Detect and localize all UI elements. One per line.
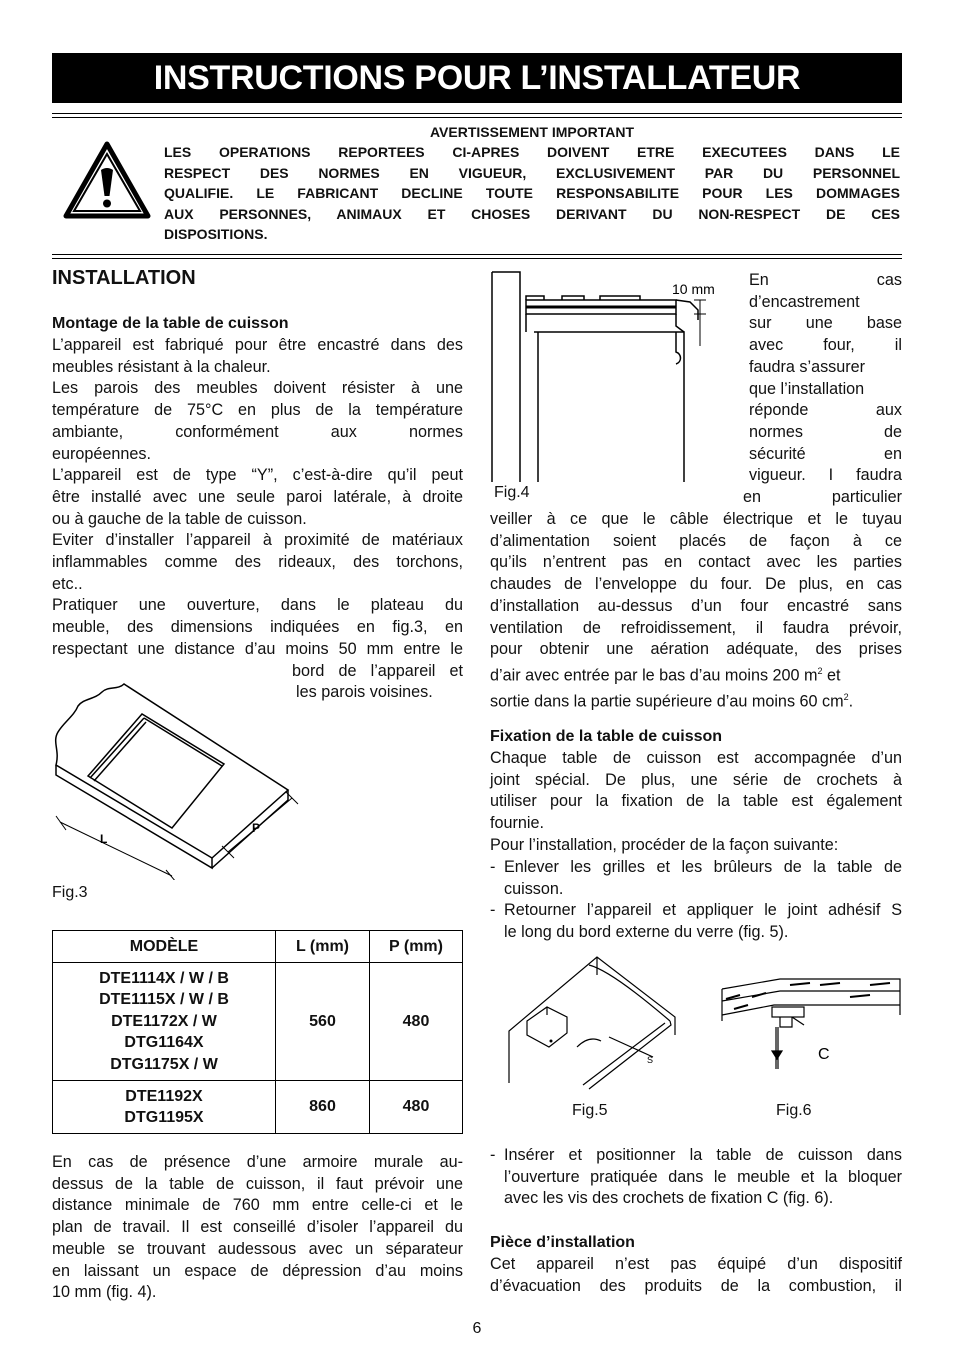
text-line: réponde aux	[749, 401, 902, 420]
model-table	[52, 930, 463, 1134]
text-line: En cas	[749, 271, 902, 289]
text-line: L’appareil est fabriqué pour être encastré dans des	[52, 336, 463, 354]
model-name: DTG1195X	[124, 1109, 204, 1126]
text-line: d’alimentation soient placés de façon à ce	[490, 531, 902, 550]
text-line: respectant une distance d’au moins 50 mm entre le	[52, 639, 463, 658]
table-header: P (mm)	[370, 931, 463, 963]
warning-line: DISPOSITIONS.	[164, 226, 268, 242]
text-line: le long du bord externe du verre (fig. 5).	[504, 923, 789, 942]
superscript: 2	[817, 665, 823, 676]
text-line: pour obtenir une aération adéquate, des prises	[490, 640, 902, 659]
air-text-end: et	[822, 666, 841, 685]
text-line: fournie.	[490, 814, 544, 833]
encastrement-side-text	[749, 270, 902, 487]
text-line: meubles résistant à la chaleur.	[52, 357, 271, 376]
text-line: Insérer et positionner la table de cuisson dans	[504, 1146, 902, 1164]
text-line: 10 mm (fig. 4).	[52, 1283, 157, 1302]
text-line: bord de l’appareil et	[292, 661, 463, 680]
text-line: d’encastrement	[749, 292, 860, 311]
bullet-dash: -	[490, 1146, 496, 1164]
text-line: l’ouverture pratiquée dans le meuble et la bloquer	[504, 1167, 902, 1186]
text-line: ventilation de refroidissement, il faudra prévoir,	[490, 618, 902, 637]
encastrement-paragraph	[490, 509, 902, 713]
text-line: Eviter d’installer l’appareil à proximité de matériaux	[52, 531, 463, 550]
model-name: DTE1115X / W / B	[99, 991, 229, 1009]
fig4-dim: 10 mm	[672, 281, 715, 297]
warning-triangle-icon	[62, 140, 152, 220]
text-line: faudra s’assurer	[749, 357, 866, 376]
table-header: L (mm)	[276, 931, 370, 963]
fixation-heading: Fixation de la table de cuisson	[490, 728, 723, 745]
piece-heading: Pièce d’installation	[490, 1234, 635, 1251]
text-line: les parois voisines.	[296, 683, 433, 702]
text-line: Chaque table de cuisson est accompagnée d’un	[490, 749, 902, 767]
table-row	[53, 963, 463, 1081]
model-cell	[53, 963, 276, 1081]
warning-line: RESPECT DES NORMES EN VIGUEUR, EXCLUSIVEMENT PAR DU PERSONNEL	[164, 164, 900, 181]
text-line: Les parois des meubles doivent résister à une	[52, 379, 463, 398]
text-line: avec les vis des crochets de fixation C (fig. 6).	[504, 1189, 834, 1208]
warning-line: QUALIFIE. LE FABRICANT DECLINE TOUTE RESPONSABILITE POUR LES DOMMAGES	[164, 185, 900, 201]
fig5-label: Fig.5	[572, 1102, 608, 1119]
section-title: INSTALLATION	[52, 267, 196, 289]
text-line	[490, 661, 902, 687]
fixation-paragraph	[490, 748, 902, 857]
warning-line: AUX PERSONNES, ANIMAUX ET CHOSES DERIVANT DU NON-RESPECT DE CES	[164, 205, 900, 222]
fig3-dim-L: L	[100, 832, 108, 846]
divider	[52, 117, 902, 118]
text-line: ou à gauche de la table de cuisson.	[52, 509, 307, 528]
table-header: MODÈLE	[53, 931, 276, 963]
text-line: normes de	[749, 422, 902, 441]
text-line: chaudes de l’enveloppe du four. De plus, en cas	[490, 575, 902, 594]
piece-paragraph	[490, 1254, 902, 1297]
divider	[52, 113, 902, 114]
text-line: veiller à ce que le câble électrique et le tuyau	[490, 510, 902, 528]
bullet-dash: -	[490, 901, 496, 920]
text-line: L’appareil est de type “Y”, c’est-à-dire qu’il peut	[52, 466, 463, 485]
fig3-dim-P: P	[252, 821, 261, 835]
list-item	[490, 900, 902, 943]
text-line: d’installation au-dessus d’un four encastré sans	[490, 596, 902, 615]
text-line: En cas de présence d’une armoire murale au-	[52, 1153, 463, 1171]
superscript: 2	[843, 692, 849, 703]
montage-paragraph	[52, 335, 463, 704]
text-line: utiliser pour la fixation de la table est également	[490, 792, 902, 811]
length-cell: 860	[276, 1081, 370, 1134]
list-item	[490, 857, 902, 900]
page-number: 6	[472, 1320, 482, 1337]
model-name: DTE1114X / W / B	[99, 969, 229, 987]
divider	[52, 258, 902, 259]
model-name: DTG1175X / W	[110, 1055, 218, 1073]
text-line: vigueur. I faudra	[749, 466, 902, 485]
divider	[52, 254, 902, 255]
text-line: distance minimale de 760 mm entre celle-ci et le	[52, 1196, 463, 1215]
text-line: ambiante, conformément aux normes	[52, 422, 463, 441]
page-title: INSTRUCTIONS POUR L’INSTALLATEUR	[52, 53, 902, 103]
text-line: inflammables comme des rideaux, des torchons,	[52, 553, 463, 572]
air-text: sortie dans la partie supérieure d’au moins 60 cm	[490, 692, 844, 711]
text-line: Retourner l’appareil et appliquer le joint adhésif S	[504, 901, 902, 920]
text-line: en particulier	[743, 488, 902, 506]
encastrement-side-text-end	[743, 487, 902, 509]
fig4-drawing	[490, 270, 722, 482]
text-line: avec four, il	[749, 336, 902, 355]
air-text-end: .	[848, 692, 854, 711]
table-row	[53, 1081, 463, 1134]
fig4-label: Fig.4	[494, 484, 530, 501]
warning-text	[164, 142, 900, 245]
text-line: joint spécial. De plus, une série de crochets à	[490, 770, 902, 789]
table-header-row	[53, 931, 463, 963]
text-line: qu’ils n’entrent pas en contact avec les parties	[490, 553, 902, 572]
text-line: température de 75°C en plus de la température	[52, 401, 463, 420]
fig5-mark: S	[647, 1055, 654, 1065]
text-line: meuble se trouvant audessous avec un séparateur	[52, 1239, 463, 1258]
text-line: Cet appareil n’est pas équipé d’un dispositif	[490, 1255, 902, 1273]
model-cell	[53, 1081, 276, 1134]
text-line: cuisson.	[504, 879, 564, 898]
text-line	[490, 687, 902, 713]
air-text: d’air avec entrée par le bas d’au moins 200 m	[490, 666, 818, 685]
bullet-list-2	[490, 1145, 902, 1210]
text-line: sur une base	[749, 314, 902, 333]
warning-heading: AVERTISSEMENT IMPORTANT	[429, 124, 635, 140]
list-item	[490, 1145, 902, 1210]
text-line: en laissant un espace de dépression d’au moins	[52, 1261, 463, 1280]
text-line: Pour l’installation, procéder de la façon suivante:	[490, 835, 839, 854]
model-name: DTE1192X	[125, 1087, 203, 1105]
armoire-paragraph	[52, 1152, 463, 1304]
fig5-drawing	[505, 955, 690, 1090]
model-name: DTG1164X	[124, 1034, 204, 1052]
warning-line: LES OPERATIONS REPORTEES CI-APRES DOIVENT ETRE EXECUTEES DANS LE	[164, 144, 900, 160]
text-line: dessus de la table de cuisson, il faut prévoir une	[52, 1174, 463, 1193]
depth-cell: 480	[370, 963, 463, 1081]
fig6-mark: C	[818, 1046, 830, 1063]
text-line: d’évacuation des produits de la combustion, il	[490, 1276, 902, 1295]
fig3-label: Fig.3	[52, 884, 88, 901]
fig3-drawing	[48, 680, 300, 880]
fig6-label: Fig.6	[776, 1102, 812, 1119]
model-name: DTE1172X / W	[111, 1012, 217, 1030]
text-line: etc..	[52, 574, 83, 593]
text-line: meuble, des dimensions indiquées en fig.3, en	[52, 618, 463, 637]
fig6-drawing	[720, 975, 902, 1075]
depth-cell: 480	[370, 1081, 463, 1134]
montage-heading: Montage de la table de cuisson	[52, 315, 289, 332]
text-line: européennes.	[52, 444, 152, 463]
text-line: Enlever les grilles et les brûleurs de la table de	[504, 858, 902, 876]
text-line: être installé avec une seule paroi latérale, à droite	[52, 487, 463, 506]
text-line: plan de travail. Il est conseillé d’isoler l’appareil du	[52, 1218, 463, 1237]
length-cell: 560	[276, 963, 370, 1081]
text-line: Pratiquer une ouverture, dans le plateau du	[52, 596, 463, 615]
bullet-dash: -	[490, 858, 496, 876]
bullet-list-1	[490, 857, 902, 944]
text-line: que l’installation	[749, 379, 865, 398]
text-line: sécurité en	[749, 444, 902, 463]
